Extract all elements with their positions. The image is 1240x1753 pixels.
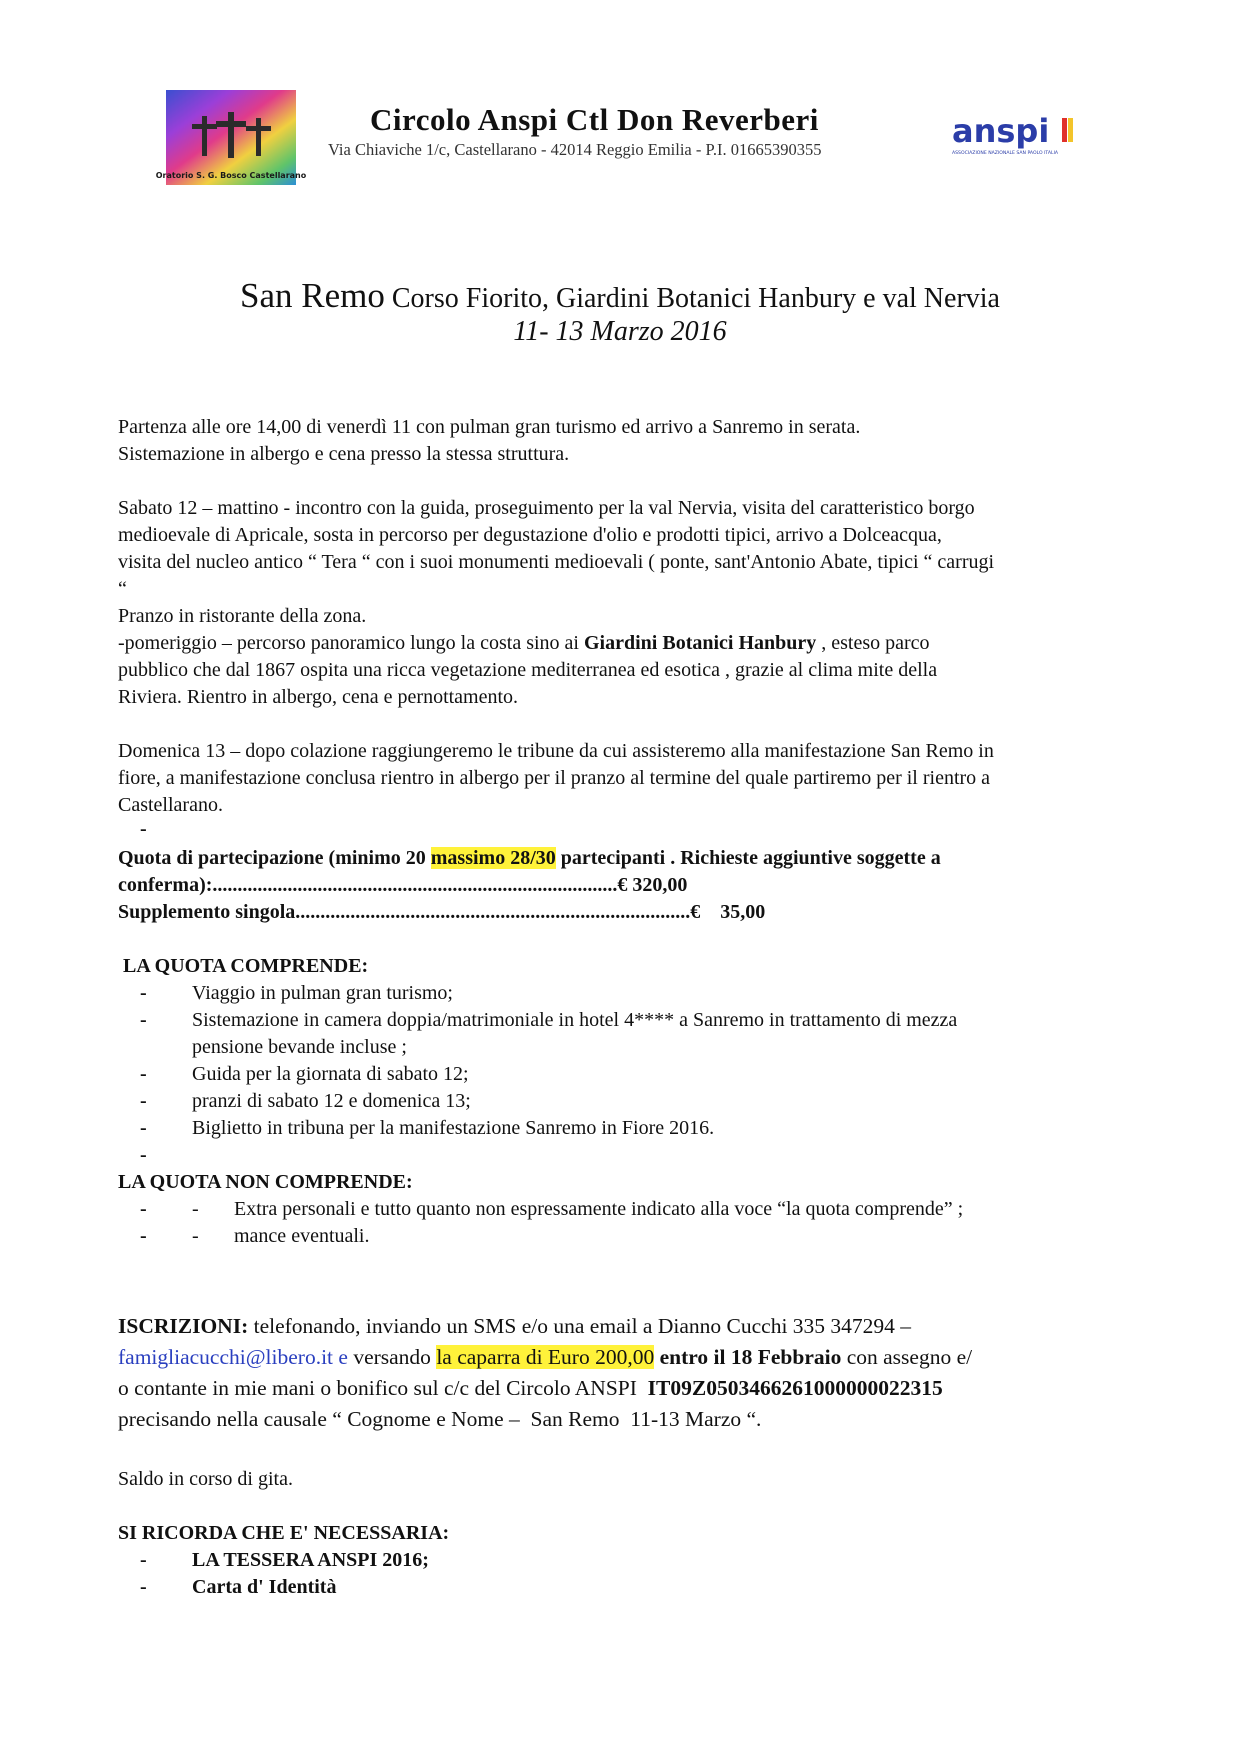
logo-left-text: Oratorio S. G. Bosco Castellarano bbox=[155, 171, 307, 180]
registration-text: versando bbox=[347, 1345, 437, 1369]
excludes-text: mance eventuali. bbox=[234, 1225, 370, 1247]
price-max-highlight: massimo 28/30 bbox=[430, 847, 556, 869]
includes-text: pranzi di sabato 12 e domenica 13; bbox=[192, 1090, 471, 1112]
bullet: - bbox=[140, 818, 147, 840]
anspi-color-bar-yellow bbox=[1068, 118, 1073, 142]
hanbury-gardens: Giardini Botanici Hanbury bbox=[584, 632, 817, 654]
excludes-text: Extra personali e tutto quanto non espressamente indicato alla voce “la quota comprende” ; bbox=[234, 1198, 964, 1220]
price-value: € 320,00 bbox=[617, 874, 688, 896]
bullet: - bbox=[140, 1198, 147, 1220]
anspi-logo bbox=[950, 112, 1078, 158]
includes-heading: LA QUOTA COMPRENDE: bbox=[123, 955, 369, 977]
includes-item-2-cont: pensione bevande incluse ; bbox=[192, 1036, 407, 1058]
trip-title-sub: Corso Fiorito, Giardini Botanici Hanbury e val Nervia bbox=[384, 283, 1000, 314]
deadline: entro il 18 Febbraio bbox=[654, 1345, 842, 1369]
excludes-heading: LA QUOTA NON COMPRENDE: bbox=[118, 1171, 413, 1193]
bullet: - bbox=[140, 1549, 147, 1571]
saturday-line-1: Sabato 12 – mattino - incontro con la guida, proseguimento per la val Nervia, visita del caratteristico borgo bbox=[118, 497, 975, 519]
includes-text: Biglietto in tribuna per la manifestazione Sanremo in Fiore 2016. bbox=[192, 1117, 715, 1139]
intro-line-1: Partenza alle ore 14,00 di venerdì 11 con pulman gran turismo ed arrivo a Sanremo in serata. bbox=[118, 416, 861, 438]
includes-text: Guida per la giornata di sabato 12; bbox=[192, 1063, 469, 1085]
saturday-lunch: Pranzo in ristorante della zona. bbox=[118, 605, 367, 627]
reminder-text: LA TESSERA ANSPI 2016; bbox=[192, 1549, 429, 1571]
single-supplement-label: Supplemento singola............................................................................... bbox=[118, 901, 691, 923]
anspi-logo-text: anspi bbox=[952, 112, 1050, 150]
bullet: - bbox=[140, 1063, 147, 1085]
anspi-color-bar-red bbox=[1062, 118, 1067, 142]
single-supplement-value: € 35,00 bbox=[690, 901, 766, 923]
org-address: Via Chiaviche 1/c, Castellarano - 42014 Reggio Emilia - P.I. 01665390355 bbox=[328, 140, 822, 159]
oratorio-logo bbox=[155, 90, 307, 185]
saturday-afternoon-line-1 bbox=[118, 630, 930, 657]
saturday-line-4: “ bbox=[118, 578, 127, 600]
org-name: Circolo Anspi Ctl Don Reverberi bbox=[370, 102, 819, 137]
price-line-1 bbox=[118, 845, 941, 872]
price-label: Quota di partecipazione (minimo 20 bbox=[118, 847, 431, 869]
registration-text: con assegno e/ bbox=[841, 1345, 973, 1369]
sub-bullet: - bbox=[192, 1198, 199, 1220]
trip-title-main: San Remo bbox=[240, 276, 385, 315]
registration-text: telefonando, inviando un SMS e/o una email a Dianno Cucchi 335 347294 – bbox=[248, 1314, 912, 1338]
includes-text: Viaggio in pulman gran turismo; bbox=[192, 982, 453, 1004]
intro-line-2: Sistemazione in albergo e cena presso la stessa struttura. bbox=[118, 443, 570, 465]
anspi-logo-subtext: ASSOCIAZIONE NAZIONALE SAN PAOLO ITALIA bbox=[952, 151, 1059, 156]
iban: IT09Z0503466261000000022315 bbox=[647, 1376, 943, 1400]
registration-line-2 bbox=[118, 1342, 972, 1373]
bullet: - bbox=[140, 1117, 147, 1139]
balance-note: Saldo in corso di gita. bbox=[118, 1468, 293, 1490]
registration-line-1 bbox=[118, 1311, 911, 1342]
registration-label: ISCRIZIONI: bbox=[118, 1314, 249, 1338]
registration-line-4: precisando nella causale “ Cognome e Nome – San Remo 11-13 Marzo “. bbox=[118, 1407, 762, 1431]
trip-dates: 11- 13 Marzo 2016 bbox=[513, 316, 727, 347]
bullet: - bbox=[140, 1009, 147, 1031]
reminder-heading: SI RICORDA CHE E' NECESSARIA: bbox=[118, 1522, 450, 1544]
saturday-line-2: medioevale di Apricale, sosta in percorso per degustazione d'olio e prodotti tipici, arrivo a Dolceacqua, bbox=[118, 524, 942, 546]
crosses-icon bbox=[192, 112, 271, 158]
bullet: - bbox=[140, 982, 147, 1004]
bullet: - bbox=[140, 1090, 147, 1112]
sub-bullet: - bbox=[192, 1225, 199, 1247]
sunday-line-1: Domenica 13 – dopo colazione raggiungeremo le tribune da cui assisteremo alla manifestazione San Remo in bbox=[118, 740, 994, 762]
saturday-afternoon-line-3: Riviera. Rientro in albergo, cena e pernottamento. bbox=[118, 686, 519, 708]
email-link-tail: e bbox=[333, 1345, 348, 1369]
saturday-line-3: visita del nucleo antico “ Tera “ con i suoi monumenti medioevali ( ponte, sant'Antonio Abate, tipici “ carrugi bbox=[118, 551, 995, 573]
bullet: - bbox=[140, 1225, 147, 1247]
bullet: - bbox=[140, 1576, 147, 1598]
deposit-highlight: la caparra di Euro 200,00 bbox=[436, 1345, 655, 1369]
price-label-2: conferma):................................................................................. bbox=[118, 874, 618, 896]
trip-title bbox=[0, 276, 1240, 316]
price-label-end: partecipanti . Richieste aggiuntive soggette a bbox=[555, 847, 941, 869]
registration-text: o contante in mie mani o bonifico sul c/c del Circolo ANSPI bbox=[118, 1376, 648, 1400]
single-supplement bbox=[118, 899, 765, 926]
afternoon-text: -pomeriggio – percorso panoramico lungo la costa sino ai bbox=[118, 632, 584, 654]
email-link[interactable]: famigliacucchi@libero.it bbox=[118, 1345, 334, 1369]
sunday-line-2: fiore, a manifestazione conclusa rientro in albergo per il pranzo al termine del quale partiremo per il rientro a bbox=[118, 767, 991, 789]
registration-line-3 bbox=[118, 1373, 943, 1404]
sunday-line-3: Castellarano. bbox=[118, 794, 223, 816]
includes-text: Sistemazione in camera doppia/matrimoniale in hotel 4**** a Sanremo in trattamento di mezza bbox=[192, 1009, 958, 1031]
saturday-afternoon-line-2: pubblico che dal 1867 ospita una ricca vegetazione mediterranea ed esotica , grazie al clima mite della bbox=[118, 659, 938, 681]
price-line-2 bbox=[118, 872, 687, 899]
bullet: - bbox=[140, 1144, 147, 1166]
afternoon-text-end: , esteso parco bbox=[816, 632, 930, 654]
reminder-text: Carta d' Identità bbox=[192, 1576, 337, 1598]
